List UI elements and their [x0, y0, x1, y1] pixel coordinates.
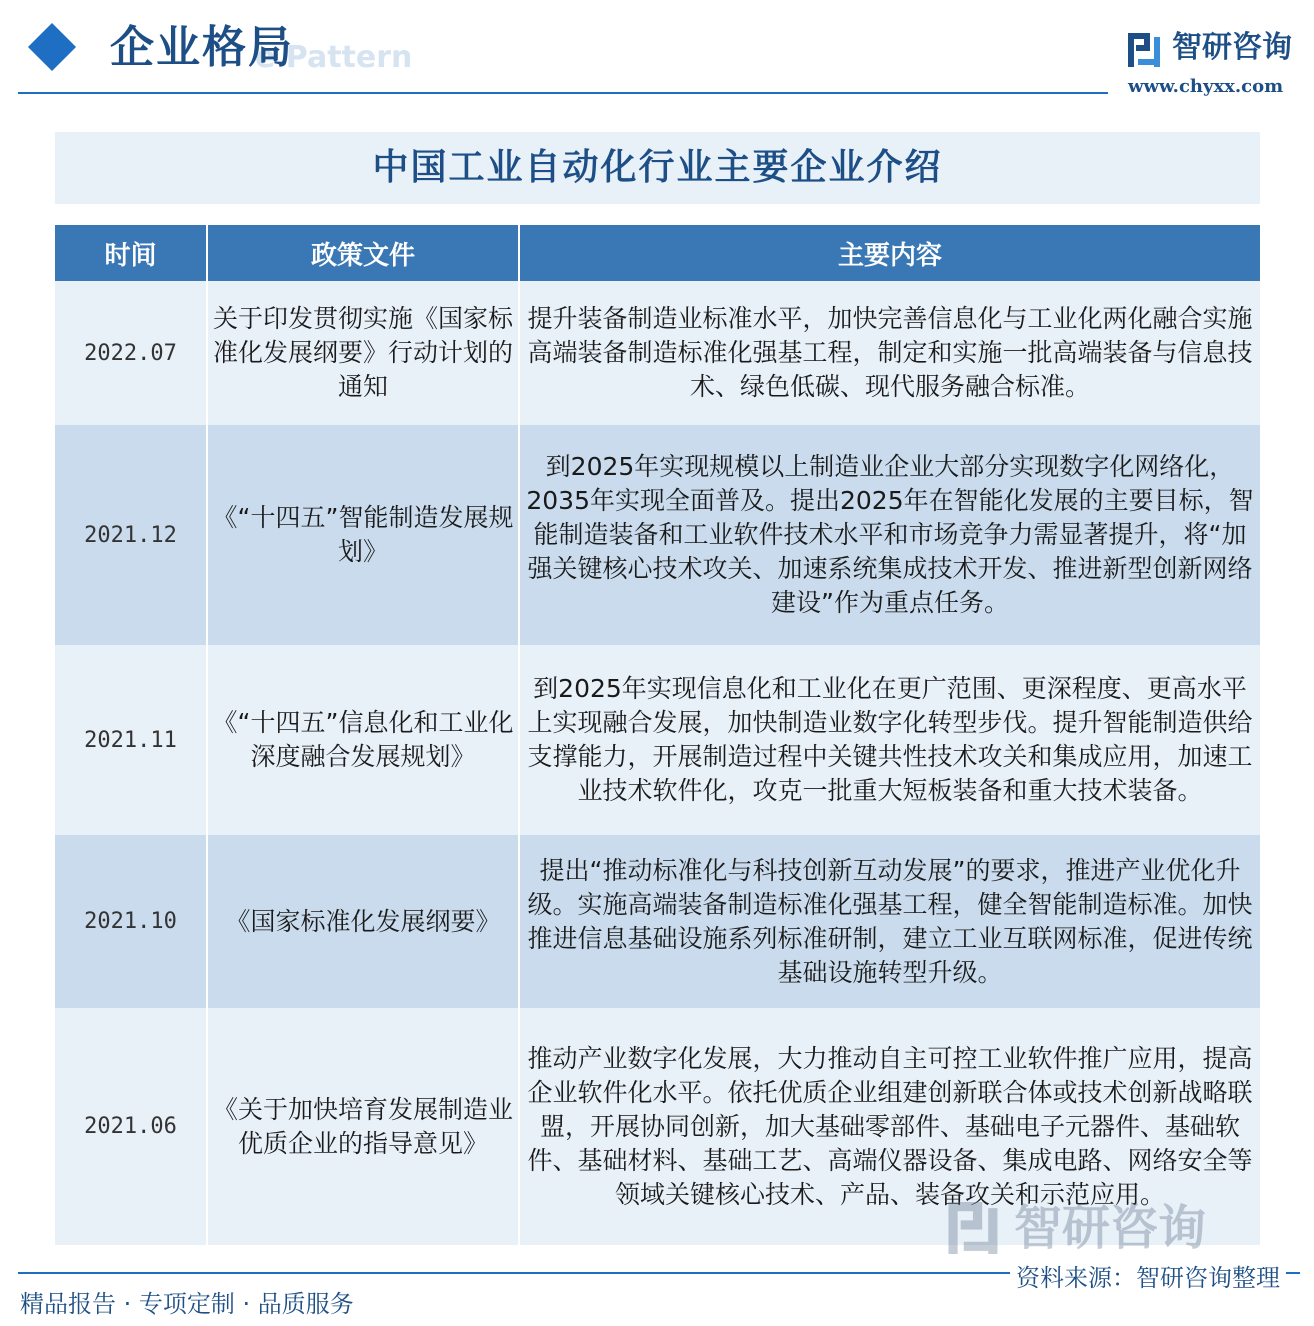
time-cell: 2021.06: [55, 1008, 208, 1245]
policy-cell: 《关于加快培育发展制造业优质企业的指导意见》: [208, 1008, 520, 1245]
time-cell: 2021.10: [55, 835, 208, 1008]
table-row: [55, 835, 1260, 1008]
policy-cell: 《国家标准化发展纲要》: [208, 835, 520, 1008]
policy-table: [55, 225, 1260, 1245]
source-note: 资料来源：智研咨询整理: [1010, 1262, 1286, 1294]
watermark-text: 智研咨询: [1014, 1200, 1207, 1256]
content-cell: 推动产业数字化发展，大力推动自主可控工业软件推广应用，提高企业软件化水平。依托优质企业组建创新联合体或技术创新战略联盟，开展协同创新，加大基础零部件、基础电子元器件、基础软件、基础材料、基础工艺、高端仪器设备、集成电路、网络安全等领域关键核心技术、产品、装备攻关和示范应用。: [527, 1043, 1253, 1209]
brand-name: 智研咨询: [1172, 30, 1292, 65]
content-cell: 提升装备制造业标准水平，加快完善信息化与工业化两化融合实施高端装备制造标准化强基工程，制定和实施一批高端装备与信息技术、绿色低碳、现代服务融合标准。: [527, 304, 1253, 401]
column-header-policy: 政策文件: [208, 225, 520, 281]
watermark: [948, 1198, 1278, 1262]
table-row: [55, 645, 1260, 835]
table-header-row: [55, 225, 1260, 281]
header-divider: [18, 92, 1108, 94]
watermark-logo-icon: [948, 1202, 1004, 1254]
time-cell: 2021.11: [55, 645, 208, 835]
policy-cell: 《“十四五”智能制造发展规划》: [208, 425, 520, 645]
time-cell: 2022.07: [55, 281, 208, 425]
footer-slogan: 精品报告 · 专项定制 · 品质服务: [20, 1290, 354, 1318]
diamond-icon: [28, 23, 76, 71]
time-cell: 2021.12: [55, 425, 208, 645]
brand-url: www.chyxx.com: [1128, 76, 1284, 97]
header-subtitle: e Pattern: [255, 40, 413, 75]
policy-cell: 关于印发贯彻实施《国家标准化发展纲要》行动计划的通知: [208, 281, 520, 425]
policy-cell: 《“十四五”信息化和工业化深度融合发展规划》: [208, 645, 520, 835]
page-title: 企业格局: [110, 22, 294, 73]
content-cell: 到2025年实现信息化和工业化在更广范围、更深程度、更高水平上实现融合发展，加快制造业数字化转型步伐。提升智能制造供给支撑能力，开展制造过程中关键共性技术攻关和集成应用，加速工业技术软件化，攻克一批重大短板装备和重大技术装备。: [527, 674, 1253, 805]
table-title: 中国工业自动化行业主要企业介绍: [372, 147, 943, 188]
table-row: [55, 425, 1260, 645]
column-header-content: 主要内容: [837, 240, 942, 271]
content-cell: 提出“推动标准化与科技创新互动发展”的要求，推进产业优化升级。实施高端装备制造标准化强基工程，健全智能制造标准。加快推进信息基础设施系列标准研制，建立工业互联网标准，促进传统基础设施转型升级。: [527, 855, 1253, 987]
column-header-time: 时间: [55, 225, 208, 281]
content-cell: 到2025年实现规模以上制造业企业大部分实现数字化网络化，2035年实现全面普及。提出2025年在智能化发展的主要目标，智能制造装备和工业软件技术水平和市场竞争力需显著提升，将“加强关键核心技术攻关、加速系统集成技术开发、推进新型创新网络建设”作为重点任务。: [526, 452, 1254, 617]
brand-logo-icon: [1128, 33, 1164, 67]
page-header: [0, 0, 1314, 100]
table-title-box: [55, 132, 1260, 204]
table-row: [55, 281, 1260, 425]
